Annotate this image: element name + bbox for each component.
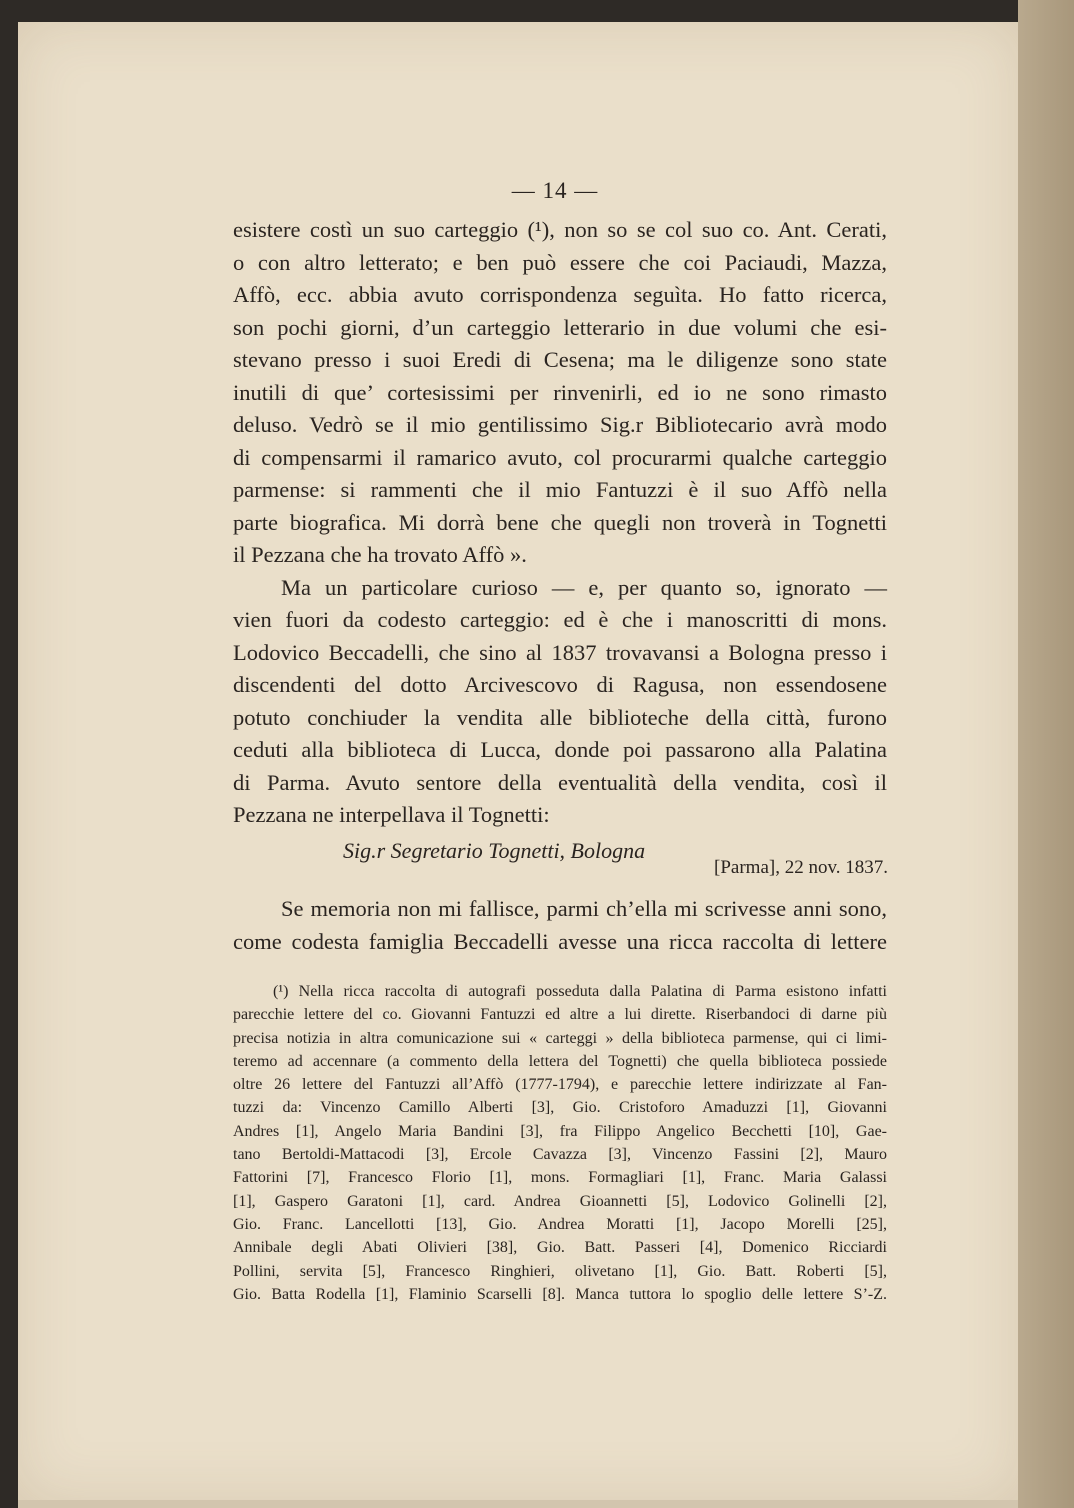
text-line: stevano presso i suoi Eredi di Cesena; ma le diligenze sono state — [233, 347, 887, 372]
footnote-line: Pollini, servita [5], Francesco Ringhieri, olivetano [1], Gio. Batt. Roberti [5], — [233, 1262, 887, 1280]
text-line: deluso. Vedrò se il mio gentilissimo Sig.r Bibliotecario avrà modo — [233, 412, 887, 437]
text-line: come codesta famiglia Beccadelli avesse una ricca raccolta di lettere — [233, 928, 887, 954]
text-line: Se memoria non mi fallisce, parmi ch’ella mi scrivesse anni sono, — [281, 896, 887, 921]
text-line: di Parma. Avuto sentore della eventualità della vendita, così il — [233, 769, 887, 795]
footnote-line: Gio. Batta Rodella [1], Flaminio Scarselli [8]. Manca tuttora lo spoglio delle lettere S’-Z. — [233, 1285, 887, 1303]
footnote-line: tano Bertoldi-Mattacodi [3], Ercole Cavazza [3], Vincenzo Fassini [2], Mauro — [233, 1146, 887, 1164]
footnote-line: Fattorini [7], Francesco Florio [1], mons. Formagliari [1], Franc. Maria Galassi — [233, 1169, 887, 1187]
footnote-line: tuzzi da: Vincenzo Camillo Alberti [3], Gio. Cristoforo Amaduzzi [1], Giovanni — [233, 1099, 887, 1117]
footnote-line: (¹) Nella ricca raccolta di autografi posseduta dalla Palatina di Parma esistono infatti — [273, 983, 887, 1000]
footnote-line: parecchie lettere del co. Giovanni Fantuzzi ed altre a lui dirette. Riserbandoci di darne più — [233, 1006, 887, 1024]
footnote-line: precisa notizia in altra comunicazione sui « carteggi » della biblioteca parmense, qui ci limi- — [233, 1029, 887, 1047]
text-line: Pezzana ne interpellava il Tognetti: — [233, 802, 550, 827]
text-line: ceduti alla biblioteca di Lucca, donde poi passarono alla Palatina — [233, 737, 887, 762]
letter-heading: Sig.r Segretario Tognetti, Bologna — [343, 838, 646, 863]
page-number: — 14 — — [511, 178, 599, 203]
text-line: Lodovico Beccadelli, che sino al 1837 trovavansi a Bologna presso i — [233, 639, 887, 665]
scan-border-top — [0, 0, 1074, 22]
footnote — [233, 980, 887, 1306]
letter-text — [233, 893, 887, 958]
text-line: son pochi giorni, d’un carteggio letterario in due volumi che esi- — [233, 314, 887, 340]
text-line: vien fuori da codesto carteggio: ed è che i manoscritti di mons. — [233, 607, 887, 632]
text-line: potuto conchiuder la vendita alle biblioteche della città, furono — [233, 704, 887, 730]
text-line: o con altro letterato; e ben può essere che coi Paciaudi, Mazza, — [233, 249, 887, 275]
main-text — [233, 214, 887, 832]
text-line: il Pezzana che ha trovato Affò ». — [233, 542, 527, 567]
text-line: Affò, ecc. abbia avuto corrispondenza seguìta. Ho fatto ricerca, — [233, 282, 887, 307]
text-line: di compensarmi il ramarico avuto, col procurarmi qualche carteggio — [233, 444, 887, 470]
adjacent-page-edge — [1018, 0, 1074, 1508]
footnote-line: Gio. Franc. Lancellotti [13], Gio. Andrea Moratti [1], Jacopo Morelli [25], — [233, 1215, 887, 1233]
footnote-line: [1], Gaspero Garatoni [1], card. Andrea Gioannetti [5], Lodovico Golinelli [2], — [233, 1192, 887, 1210]
scan-border-left — [0, 0, 18, 1508]
text-line: parte biografica. Mi dorrà bene che quegli non troverà in Tognetti — [233, 509, 887, 535]
letter-date: [Parma], 22 nov. 1837. — [714, 857, 888, 878]
text-line: discendenti del dotto Arcivescovo di Ragusa, non essendosene — [233, 672, 887, 697]
text-line: inutili di que’ cortesissimi per rinvenirli, ed io ne sono rimasto — [233, 379, 887, 405]
footnote-line: oltre 26 lettere del Fantuzzi all’Affò (1777-1794), e parecchie lettere indirizzate al Fan- — [233, 1076, 887, 1094]
footnote-line: teremo ad accennare (a commento della lettera del Tognetti) che quella biblioteca possiede — [233, 1052, 887, 1070]
text-line: Ma un particolare curioso — e, per quanto so, ignorato — — [281, 574, 887, 600]
text-line: parmense: si rammenti che il mio Fantuzzi è il suo Affò nella — [233, 477, 887, 502]
footnote-line: Andres [1], Angelo Maria Bandini [3], fra Filippo Angelico Becchetti [10], Gae- — [233, 1122, 887, 1140]
footnote-line: Annibale degli Abati Olivieri [38], Gio. Batt. Passeri [4], Domenico Ricciardi — [233, 1239, 887, 1257]
text-line: esistere costì un suo carteggio (¹), non so se col suo co. Ant. Cerati, — [233, 217, 887, 242]
